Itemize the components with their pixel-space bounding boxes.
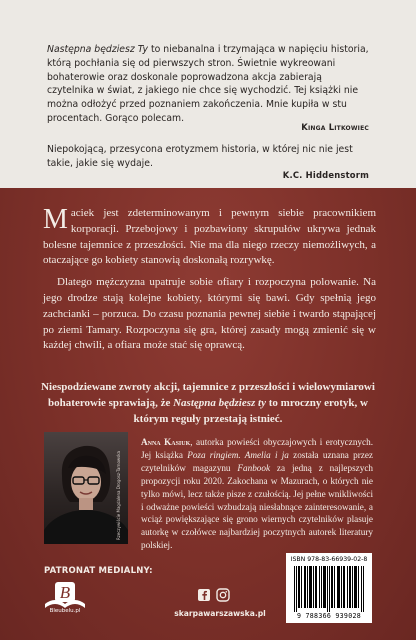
description-paragraph-1 [43, 206, 376, 269]
bio-text-e: za jedną z najlepszych propozycji roku 2020. Zakochana w Mazurach, o których nie tylko mówi, lecz także pisze z czułością. Jej pełne wnikliwości i odważne powieści wzbudzają niesłabnące zainteresowanie, a wciąż powiększające się grono wiernych czytelników plasuje autorkę w czołówce najbardziej poczytnych autorek literatury polskiej. [141, 462, 374, 551]
quotes-panel [0, 0, 416, 188]
author-bio [141, 436, 373, 552]
tagline-part-2: to mroczny erotyk, w którym reguły przestają istnieć. [133, 397, 368, 425]
facebook-icon[interactable] [198, 589, 210, 601]
barcode-bars [292, 566, 366, 612]
patron-logo-label: Bleubelu.pl [49, 608, 81, 614]
book-description [43, 206, 376, 360]
barcode-number: 9 788366 939028 [296, 612, 362, 620]
quote-2: Niepokojącą, przesycona erotyzmem historia, w której nic nie jest takie, jakie się wydaje. [47, 144, 353, 169]
quote-1 [47, 43, 370, 126]
social-icons [197, 588, 231, 602]
tagline [30, 379, 386, 427]
instagram-icon[interactable] [217, 589, 229, 601]
svg-text:B: B [59, 583, 71, 602]
media-patronage-label: PATRONAT MEDIALNY: [44, 566, 153, 576]
drop-cap: M [43, 204, 68, 235]
quote-1-title: Następna będziesz Ty [47, 44, 149, 55]
bio-magazine: Fanbook [237, 462, 271, 473]
bio-text-a: , autorka powieści obyczajowych i erotycznych. Jej książka [141, 437, 373, 460]
quote-2-author: K.C. Hiddenstorm [282, 170, 369, 180]
description-p1-text: aciek jest zdeterminowanym i pewnym siebie pracownikiem korporacji. Przebojowy i pozbawiony skrupułów ukrywa jednak bolesne tajemnice z przeszłości. Nie ma dla niego rzeczy niemożliwych, a otaczające go kobiety stanowią doskonałą rozrywkę. [43, 207, 376, 267]
tagline-title: Następna będziesz ty [173, 397, 266, 409]
quote-1-author: Kinga Litkowiec [301, 122, 369, 132]
bio-text-c: została uznana przez czytelników magazynu [141, 449, 373, 473]
tagline-part-1: Niespodziewane zwroty akcji, tajemnice z przeszłości i wielowymiarowi bohaterowie sprawiają, że [41, 381, 375, 409]
patron-logo [41, 578, 89, 618]
publisher-website[interactable]: skarpawarszawska.pl [174, 609, 266, 618]
isbn-label: ISBN 978-83-66939-02-8 [290, 556, 368, 563]
author-photo [44, 432, 128, 544]
photo-credit: Rzeczywiście Magdalena Drogosz-Tarnowska [116, 451, 121, 540]
quote-1-text: to niebanalna i trzymająca w napięciu historia, którą pochłania się od pierwszych stron. Świetnie wykreowani bohaterowie oraz doskonale poprowadzona akcja zabierają czytelnika w świat, z jakiego nie chce się wychodzić. Tej książki nie można odłożyć przed poznaniem zakończenia. Mnie kupiła w stu procentach. Gorąco polecam. [47, 44, 369, 124]
bio-book-title: Poza ringiem. Amelia i ja [187, 449, 289, 460]
barcode [286, 553, 372, 623]
author-name: Anna Kasiuk [141, 437, 191, 447]
description-paragraph-2: Dlatego mężczyzna upatruje sobie ofiary i rozpoczyna polowanie. Na jego drodze stają kolejne kobiety, którymi się bawi. Gdy spełnią jego zachcianki – porzuca. Do czasu poznania pewnej siebie i twardo stąpającej po ziemi Tamary. Rozpoczyna się gra, której zasady mogą zmienić się w każdej chwili, a ofiara może stać się oprawcą. [43, 276, 376, 352]
